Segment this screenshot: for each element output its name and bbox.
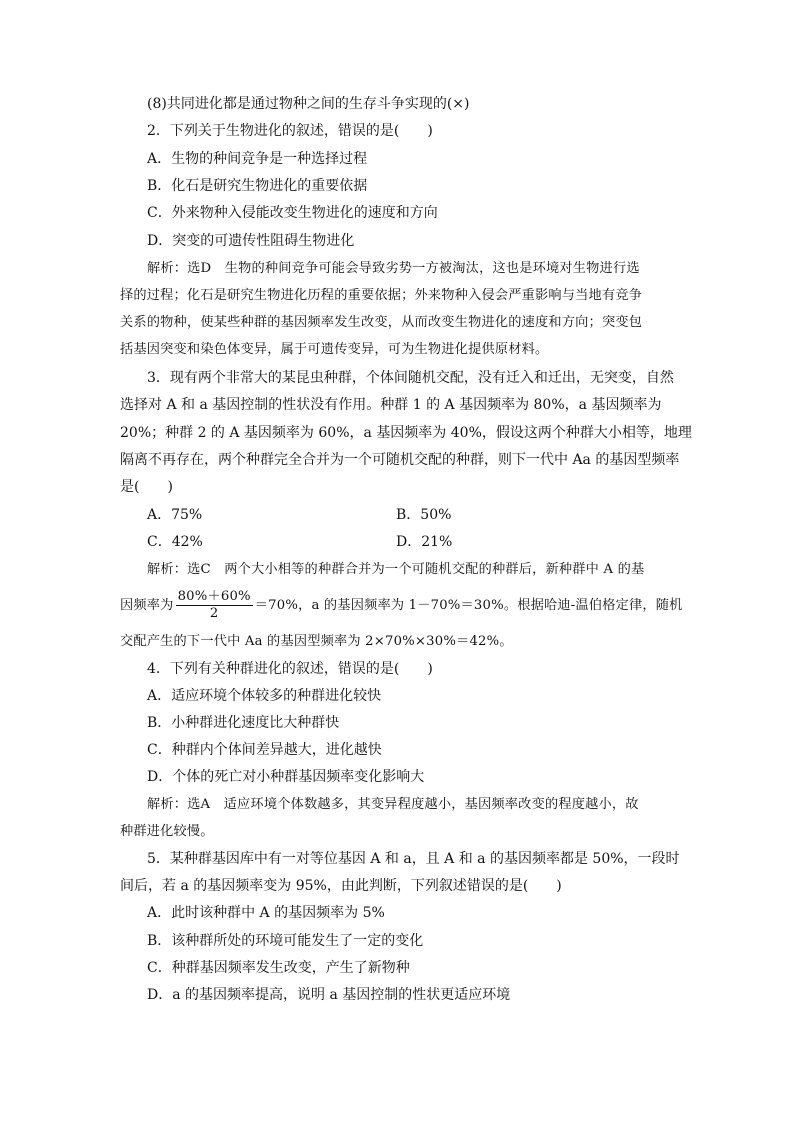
question-3-stem-line-4: 隔离不再存在，两个种群完全合并为一个可随机交配的种群，则下一代中 Aa 的基因型频率 [120, 452, 680, 468]
question-4-option-b: B．小种群进化速度比大种群快 [147, 715, 340, 731]
question-4-option-d: D．个体的死亡对小种群基因频率变化影响大 [147, 769, 425, 785]
question-3-analysis-line-2 [120, 588, 683, 624]
question-4-option-a: A．适应环境个体较多的种群进化较快 [147, 688, 382, 704]
question-3-option-d: D．21% [396, 534, 453, 550]
analysis-text: 因频率为 [120, 598, 174, 613]
question-3-option-a: A．75% [147, 507, 203, 523]
question-2-stem: 2．下列关于生物进化的叙述，错误的是( ) [147, 123, 433, 139]
question-5-option-d: D．a 的基因频率提高，说明 a 基因控制的性状更适应环境 [147, 987, 511, 1003]
question-3-stem-line-1: 3．现有两个非常大的某昆虫种群，个体间随机交配，没有迁入和迁出，无突变，自然 [147, 370, 674, 386]
question-5-option-b: B．该种群所处的环境可能发生了一定的变化 [147, 933, 424, 949]
fraction [176, 589, 253, 622]
question-4-option-c: C．种群内个体间差异越大，进化越快 [147, 742, 382, 758]
question-4-analysis-line-2: 种群进化较慢。 [120, 824, 214, 839]
question-3-stem-line-2: 选择对 A 和 a 基因控制的性状没有作用。种群 1 的 A 基因频率为 80%，a 基因频率为 [120, 397, 662, 413]
question-5-option-c: C．种群基因频率发生改变，产生了新物种 [147, 960, 410, 976]
question-2-option-b: B．化石是研究生物进化的重要依据 [147, 178, 368, 194]
fraction-denominator: 2 [209, 606, 219, 621]
question-2-analysis-line-1: 解析：选D 生物的种间竞争可能会导致劣势一方被淘汰，这也是环境对生物进行选 [147, 261, 640, 276]
question-5-stem-line-1: 5．某种群基因库中有一对等位基因 A 和 a，且 A 和 a 的基因频率都是 50%，一段时 [147, 851, 680, 867]
question-4-analysis-line-1: 解析：选A 适应环境个体数越多，其变异程度越小，基因频率改变的程度越小，故 [147, 797, 639, 812]
question-2-option-a: A．生物的种间竞争是一种选择过程 [147, 151, 368, 167]
question-3-stem-line-5: 是( ) [120, 479, 173, 495]
question-4-stem: 4．下列有关种群进化的叙述，错误的是( ) [147, 661, 433, 677]
analysis-text: ＝70%，a 的基因频率为 1－70%＝30%。根据哈迪-温伯格定律，随机 [254, 598, 683, 613]
statement-8: (8)共同进化都是通过物种之间的生存斗争实现的(×) [147, 96, 470, 112]
question-2-analysis-line-3: 关系的物种，使某些种群的基因频率发生改变，从而改变生物进化的速度和方向；突变包 [120, 315, 643, 330]
question-2-analysis-line-2: 择的过程；化石是研究生物进化历程的重要依据；外来物种入侵会严重影响与当地有竞争 [120, 288, 643, 303]
fraction-numerator: 80%＋60% [177, 589, 251, 604]
question-3-analysis-line-3: 交配产生的下一代中 Aa 的基因型频率为 2×70%×30%＝42%。 [120, 634, 513, 649]
question-2-option-d: D．突变的可遗传性阻碍生物进化 [147, 233, 355, 249]
question-2-option-c: C．外来物种入侵能改变生物进化的速度和方向 [147, 205, 438, 221]
question-3-option-c: C．42% [147, 534, 203, 550]
question-2-analysis-line-4: 括基因突变和染色体变异，属于可遗传变异，可为生物进化提供原材料。 [120, 342, 549, 357]
question-3-stem-line-3: 20%；种群 2 的 A 基因频率为 60%，a 基因频率为 40%，假设这两个种群大小相等，地理 [120, 425, 692, 441]
question-5-option-a: A．此时该种群中 A 的基因频率为 5% [147, 905, 385, 921]
question-3-analysis-line-1: 解析：选C 两个大小相等的种群合并为一个可随机交配的种群后，新种群中 A 的基 [147, 562, 645, 577]
question-5-stem-line-2: 间后，若 a 的基因频率变为 95%，由此判断，下列叙述错误的是( ) [120, 878, 562, 894]
question-3-option-b: B．50% [396, 507, 452, 523]
